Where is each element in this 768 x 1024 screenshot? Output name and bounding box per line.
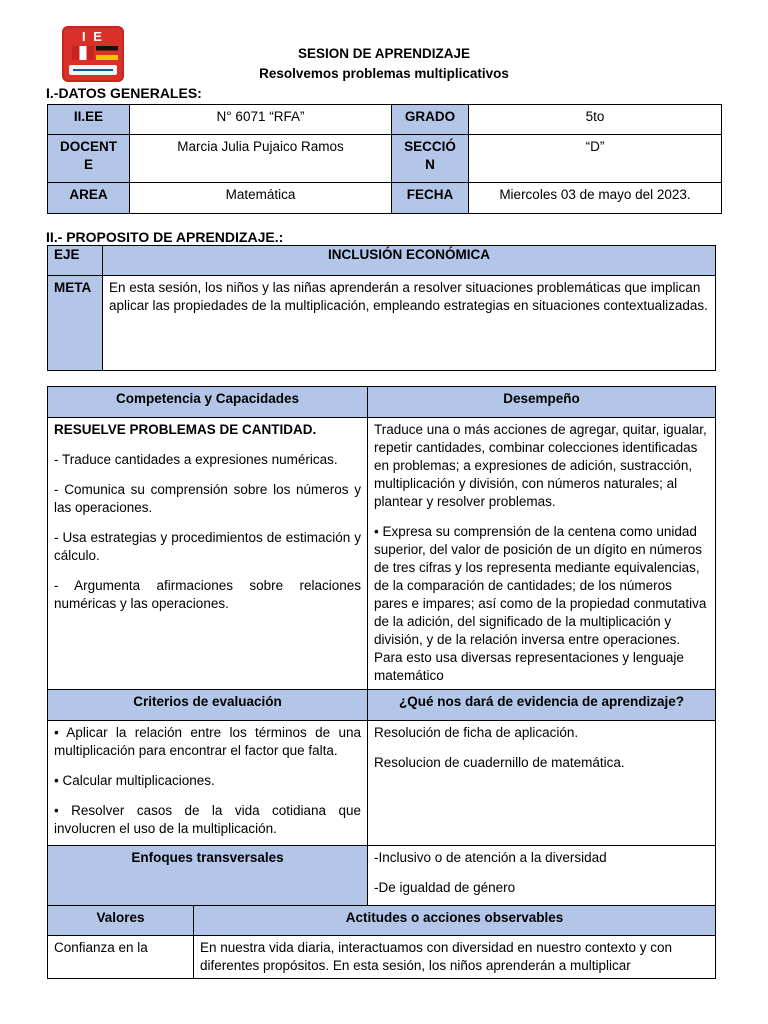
value-seccion: “D” xyxy=(469,135,722,183)
capacidad-item: - Argumenta afirmaciones sobre relaciones numéricas y las operaciones. xyxy=(54,578,361,611)
capacidad-item: - Traduce cantidades a expresiones numéricas. xyxy=(54,452,338,467)
page-subtitle: Resolvemos problemas multiplicativos xyxy=(259,66,509,81)
label-iiee: II.EE xyxy=(48,105,130,135)
criterio-item: • Calcular multiplicaciones. xyxy=(54,773,215,788)
header-competencia: Competencia y Capacidades xyxy=(48,387,368,418)
value-meta: En esta sesión, los niños y las niñas aprenderán a resolver situaciones problemáticas que implican aplicar las propiedades de la multiplicación, empleando estrategias en situaciones contextualizadas. xyxy=(103,276,716,371)
label-seccion xyxy=(392,135,469,183)
label-eje: EJE xyxy=(48,246,103,276)
desempeno-cell xyxy=(368,418,716,690)
label-seccion-line1: SECCIÓ xyxy=(404,139,456,154)
value-area: Matemática xyxy=(130,183,392,214)
desempeno-item: • Expresa su comprensión de la centena como unidad superior, del valor de posición de un dígito en números de tres cifras y los representa mediante equivalencias, de la comparación de cantidades; de los números pares e impares; así como de la propiedad conmutativa de la adición, del significado de la multiplicación y división, y de la relación inversa entre operaciones. Para esto usa diversas representaciones y lenguaje matemático xyxy=(374,524,707,683)
header-actitudes: Actitudes o acciones observables xyxy=(194,906,716,936)
capacidad-item: - Comunica su comprensión sobre los números y las operaciones. xyxy=(54,482,361,515)
actitud-cell: En nuestra vida diaria, interactuamos con diversidad en nuestro contexto y con diferentes propósitos. En esta sesión, los niños aprenderán a multiplicar xyxy=(194,936,716,979)
label-grado: GRADO xyxy=(392,105,469,135)
competencias-table xyxy=(47,386,716,908)
value-docente: Marcia Julia Pujaico Ramos xyxy=(130,135,392,183)
page-title: SESION DE APRENDIZAJE xyxy=(297,46,471,61)
enfoque-item: -Inclusivo o de atención a la diversidad xyxy=(374,850,607,865)
value-iiee: N° 6071 “RFA” xyxy=(130,105,392,135)
evidencia-item: Resolucion de cuadernillo de matemática. xyxy=(374,755,625,770)
label-docente-line1: DOCENT xyxy=(60,139,117,154)
enfoque-item: -De igualdad de género xyxy=(374,880,516,895)
competencia-title: RESUELVE PROBLEMAS DE CANTIDAD. xyxy=(54,422,317,437)
label-docente xyxy=(48,135,130,183)
value-eje: INCLUSIÓN ECONÓMICA xyxy=(103,246,716,276)
evidencia-item: Resolución de ficha de aplicación. xyxy=(374,725,579,740)
enfoques-cell xyxy=(368,846,716,908)
header-desempeno: Desempeño xyxy=(368,387,716,418)
proposito-table xyxy=(47,245,716,371)
header-valores: Valores xyxy=(48,906,194,936)
evidencia-cell xyxy=(368,721,716,846)
label-area: AREA xyxy=(48,183,130,214)
logo-text: I E xyxy=(82,29,104,44)
label-fecha: FECHA xyxy=(392,183,469,214)
label-docente-line2: E xyxy=(83,157,93,172)
criterios-cell xyxy=(48,721,368,846)
datos-generales-table xyxy=(47,104,722,214)
criterio-item: • Resolver casos de la vida cotidiana que involucren el uso de la multiplicación. xyxy=(54,803,361,836)
section-datos-generales-heading: I.-DATOS GENERALES: xyxy=(46,85,202,101)
header-evidencia: ¿Qué nos dará de evidencia de aprendizaje? xyxy=(368,690,716,721)
label-meta: META xyxy=(48,276,103,371)
section-proposito-heading: II.- PROPOSITO DE APRENDIZAJE.: xyxy=(46,229,284,245)
capacidad-item: - Usa estrategias y procedimientos de estimación y cálculo. xyxy=(54,530,361,563)
label-seccion-line2: N xyxy=(425,157,435,172)
header-criterios: Criterios de evaluación xyxy=(48,690,368,721)
header-enfoques: Enfoques transversales xyxy=(48,846,368,908)
value-grado: 5to xyxy=(469,105,722,135)
desempeno-item: Traduce una o más acciones de agregar, quitar, igualar, repetir cantidades, combinar colecciones identificadas en problemas; a expresiones de adición, sustracción, multiplicación y división, con números naturales; al plantear y resolver problemas. xyxy=(374,422,707,509)
valor-cell: Confianza en la xyxy=(48,936,194,979)
competencia-cell xyxy=(48,418,368,690)
criterio-item: • Aplicar la relación entre los términos de una multiplicación para encontrar el factor que falta. xyxy=(54,725,361,758)
valores-table xyxy=(47,905,716,979)
value-fecha: Miercoles 03 de mayo del 2023. xyxy=(469,183,722,214)
